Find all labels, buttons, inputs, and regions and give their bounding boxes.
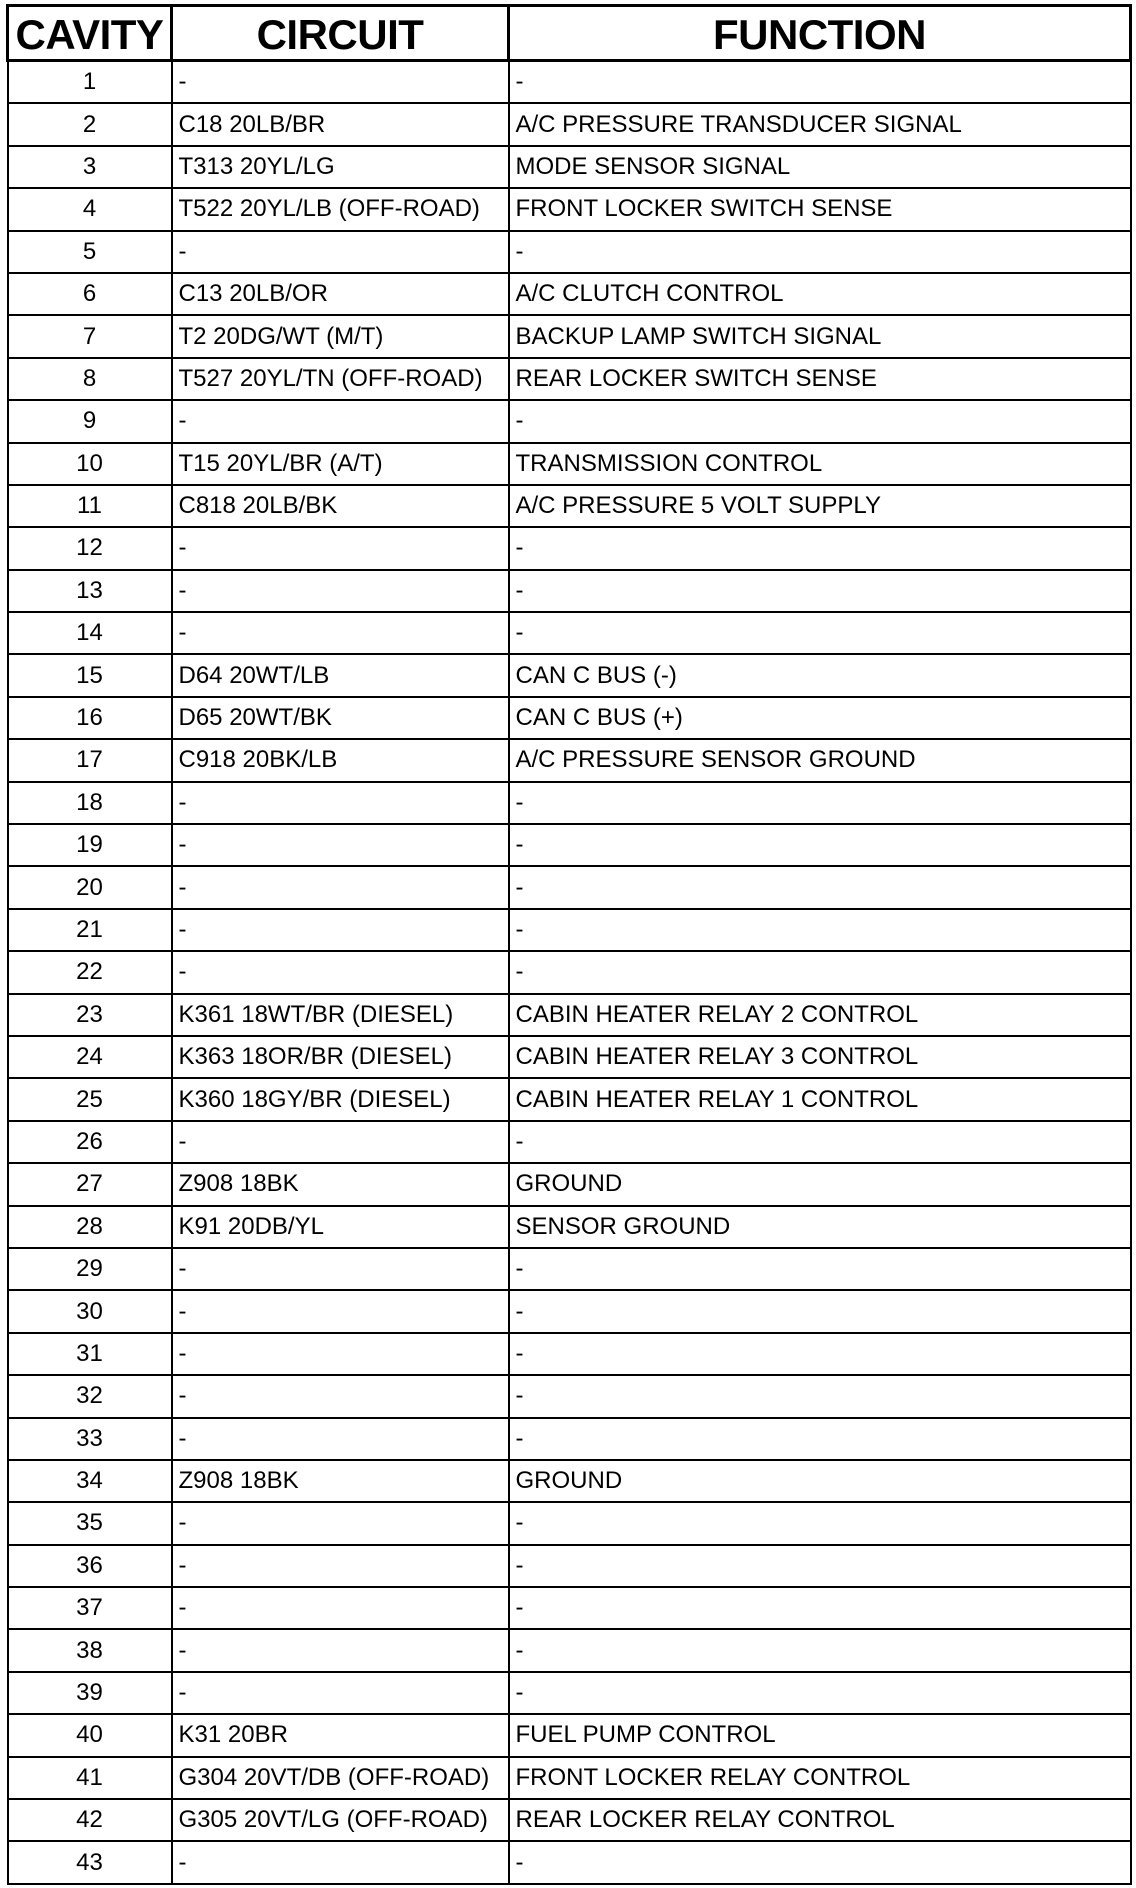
circuit-cell: K31 20BR [172, 1714, 509, 1756]
table-row [8, 994, 1131, 1036]
table-row [8, 485, 1131, 527]
cavity-cell: 4 [8, 188, 172, 230]
function-cell: FRONT LOCKER RELAY CONTROL [509, 1757, 1131, 1799]
table-row [8, 1163, 1131, 1205]
connector-pinout-sheet [6, 4, 1129, 1884]
table-row [8, 1672, 1131, 1714]
function-cell: - [509, 612, 1131, 654]
cavity-cell: 32 [8, 1375, 172, 1417]
function-cell: MODE SENSOR SIGNAL [509, 146, 1131, 188]
circuit-cell: C13 20LB/OR [172, 273, 509, 315]
cavity-cell: 15 [8, 654, 172, 696]
function-cell: CABIN HEATER RELAY 3 CONTROL [509, 1036, 1131, 1078]
cavity-cell: 22 [8, 951, 172, 993]
table-row [8, 443, 1131, 485]
cavity-cell: 19 [8, 824, 172, 866]
cavity-cell: 8 [8, 358, 172, 400]
function-cell: - [509, 570, 1131, 612]
circuit-cell: - [172, 1502, 509, 1544]
function-cell: REAR LOCKER RELAY CONTROL [509, 1799, 1131, 1841]
cavity-cell: 13 [8, 570, 172, 612]
table-row [8, 146, 1131, 188]
function-cell: A/C PRESSURE 5 VOLT SUPPLY [509, 485, 1131, 527]
circuit-cell: - [172, 1248, 509, 1290]
function-cell: CAN C BUS (+) [509, 697, 1131, 739]
cavity-cell: 10 [8, 443, 172, 485]
table-row [8, 1502, 1131, 1544]
function-cell: - [509, 400, 1131, 442]
circuit-cell: - [172, 782, 509, 824]
function-cell: - [509, 1375, 1131, 1417]
circuit-cell: C818 20LB/BK [172, 485, 509, 527]
cavity-cell: 16 [8, 697, 172, 739]
cavity-cell: 30 [8, 1290, 172, 1332]
table-row [8, 570, 1131, 612]
cavity-cell: 1 [8, 61, 172, 104]
circuit-cell: - [172, 1375, 509, 1417]
circuit-cell: - [172, 400, 509, 442]
circuit-cell: Z908 18BK [172, 1460, 509, 1502]
table-row [8, 1545, 1131, 1587]
cavity-cell: 42 [8, 1799, 172, 1841]
cavity-cell: 23 [8, 994, 172, 1036]
cavity-cell: 37 [8, 1587, 172, 1629]
circuit-cell: - [172, 1841, 509, 1883]
table-row [8, 612, 1131, 654]
column-header-function: FUNCTION [509, 6, 1131, 61]
cavity-cell: 7 [8, 315, 172, 357]
function-cell: A/C PRESSURE TRANSDUCER SIGNAL [509, 103, 1131, 145]
table-row [8, 1121, 1131, 1163]
table-row [8, 358, 1131, 400]
function-cell: - [509, 1587, 1131, 1629]
cavity-cell: 29 [8, 1248, 172, 1290]
circuit-cell: T527 20YL/TN (OFF-ROAD) [172, 358, 509, 400]
cavity-cell: 12 [8, 527, 172, 569]
table-row [8, 739, 1131, 781]
circuit-cell: K91 20DB/YL [172, 1206, 509, 1248]
table-row [8, 188, 1131, 230]
cavity-cell: 2 [8, 103, 172, 145]
circuit-cell: T313 20YL/LG [172, 146, 509, 188]
table-row [8, 782, 1131, 824]
table-body [8, 61, 1131, 1884]
table-row [8, 654, 1131, 696]
table-row [8, 315, 1131, 357]
function-cell: - [509, 1629, 1131, 1671]
table-row [8, 400, 1131, 442]
table-row [8, 1290, 1131, 1332]
table-row [8, 951, 1131, 993]
cavity-cell: 14 [8, 612, 172, 654]
circuit-cell: T2 20DG/WT (M/T) [172, 315, 509, 357]
function-cell: - [509, 866, 1131, 908]
function-cell: - [509, 782, 1131, 824]
table-row [8, 697, 1131, 739]
circuit-cell: K363 18OR/BR (DIESEL) [172, 1036, 509, 1078]
pinout-table [6, 4, 1132, 1885]
cavity-cell: 5 [8, 231, 172, 273]
cavity-cell: 17 [8, 739, 172, 781]
circuit-cell: Z908 18BK [172, 1163, 509, 1205]
cavity-cell: 26 [8, 1121, 172, 1163]
table-row [8, 824, 1131, 866]
circuit-cell: - [172, 1121, 509, 1163]
circuit-cell: - [172, 1418, 509, 1460]
function-cell: CAN C BUS (-) [509, 654, 1131, 696]
circuit-cell: C18 20LB/BR [172, 103, 509, 145]
table-row [8, 1206, 1131, 1248]
function-cell: CABIN HEATER RELAY 2 CONTROL [509, 994, 1131, 1036]
column-header-cavity: CAVITY [8, 6, 172, 61]
table-row [8, 909, 1131, 951]
function-cell: GROUND [509, 1460, 1131, 1502]
function-cell: - [509, 1290, 1131, 1332]
cavity-cell: 6 [8, 273, 172, 315]
circuit-cell: C918 20BK/LB [172, 739, 509, 781]
cavity-cell: 38 [8, 1629, 172, 1671]
function-cell: CABIN HEATER RELAY 1 CONTROL [509, 1078, 1131, 1120]
circuit-cell: K360 18GY/BR (DIESEL) [172, 1078, 509, 1120]
table-row [8, 1587, 1131, 1629]
table-row [8, 1333, 1131, 1375]
cavity-cell: 41 [8, 1757, 172, 1799]
function-cell: TRANSMISSION CONTROL [509, 443, 1131, 485]
circuit-cell: - [172, 951, 509, 993]
function-cell: GROUND [509, 1163, 1131, 1205]
function-cell: BACKUP LAMP SWITCH SIGNAL [509, 315, 1131, 357]
circuit-cell: T15 20YL/BR (A/T) [172, 443, 509, 485]
circuit-cell: - [172, 1672, 509, 1714]
function-cell: - [509, 1841, 1131, 1883]
function-cell: - [509, 1502, 1131, 1544]
cavity-cell: 20 [8, 866, 172, 908]
function-cell: - [509, 1418, 1131, 1460]
circuit-cell: - [172, 866, 509, 908]
table-row [8, 1248, 1131, 1290]
cavity-cell: 11 [8, 485, 172, 527]
cavity-cell: 35 [8, 1502, 172, 1544]
circuit-cell: D65 20WT/BK [172, 697, 509, 739]
table-row [8, 866, 1131, 908]
cavity-cell: 24 [8, 1036, 172, 1078]
circuit-cell: - [172, 1587, 509, 1629]
table-row [8, 1036, 1131, 1078]
function-cell: A/C CLUTCH CONTROL [509, 273, 1131, 315]
circuit-cell: K361 18WT/BR (DIESEL) [172, 994, 509, 1036]
cavity-cell: 40 [8, 1714, 172, 1756]
function-cell: REAR LOCKER SWITCH SENSE [509, 358, 1131, 400]
table-row [8, 1375, 1131, 1417]
cavity-cell: 33 [8, 1418, 172, 1460]
function-cell: - [509, 527, 1131, 569]
cavity-cell: 28 [8, 1206, 172, 1248]
circuit-cell: - [172, 1290, 509, 1332]
table-row [8, 1799, 1131, 1841]
header-row [8, 6, 1131, 61]
cavity-cell: 21 [8, 909, 172, 951]
table-row [8, 103, 1131, 145]
table-row [8, 1078, 1131, 1120]
table-row [8, 1841, 1131, 1883]
table-row [8, 61, 1131, 104]
circuit-cell: G304 20VT/DB (OFF-ROAD) [172, 1757, 509, 1799]
function-cell: - [509, 1672, 1131, 1714]
circuit-cell: G305 20VT/LG (OFF-ROAD) [172, 1799, 509, 1841]
circuit-cell: - [172, 1629, 509, 1671]
cavity-cell: 9 [8, 400, 172, 442]
table-row [8, 1460, 1131, 1502]
table-header [8, 6, 1131, 61]
table-row [8, 273, 1131, 315]
function-cell: FRONT LOCKER SWITCH SENSE [509, 188, 1131, 230]
cavity-cell: 36 [8, 1545, 172, 1587]
circuit-cell: - [172, 570, 509, 612]
cavity-cell: 39 [8, 1672, 172, 1714]
function-cell: - [509, 909, 1131, 951]
circuit-cell: D64 20WT/LB [172, 654, 509, 696]
table-row [8, 1757, 1131, 1799]
cavity-cell: 27 [8, 1163, 172, 1205]
table-row [8, 527, 1131, 569]
circuit-cell: - [172, 527, 509, 569]
circuit-cell: - [172, 1333, 509, 1375]
circuit-cell: - [172, 909, 509, 951]
cavity-cell: 18 [8, 782, 172, 824]
table-row [8, 231, 1131, 273]
circuit-cell: - [172, 231, 509, 273]
function-cell: FUEL PUMP CONTROL [509, 1714, 1131, 1756]
function-cell: - [509, 1121, 1131, 1163]
cavity-cell: 43 [8, 1841, 172, 1883]
function-cell: SENSOR GROUND [509, 1206, 1131, 1248]
circuit-cell: - [172, 824, 509, 866]
circuit-cell: - [172, 612, 509, 654]
cavity-cell: 34 [8, 1460, 172, 1502]
function-cell: A/C PRESSURE SENSOR GROUND [509, 739, 1131, 781]
function-cell: - [509, 951, 1131, 993]
cavity-cell: 25 [8, 1078, 172, 1120]
circuit-cell: - [172, 1545, 509, 1587]
cavity-cell: 31 [8, 1333, 172, 1375]
function-cell: - [509, 1545, 1131, 1587]
function-cell: - [509, 1248, 1131, 1290]
circuit-cell: T522 20YL/LB (OFF-ROAD) [172, 188, 509, 230]
function-cell: - [509, 824, 1131, 866]
table-row [8, 1418, 1131, 1460]
function-cell: - [509, 1333, 1131, 1375]
column-header-circuit: CIRCUIT [172, 6, 509, 61]
function-cell: - [509, 231, 1131, 273]
table-row [8, 1714, 1131, 1756]
table-row [8, 1629, 1131, 1671]
function-cell: - [509, 61, 1131, 104]
cavity-cell: 3 [8, 146, 172, 188]
circuit-cell: - [172, 61, 509, 104]
